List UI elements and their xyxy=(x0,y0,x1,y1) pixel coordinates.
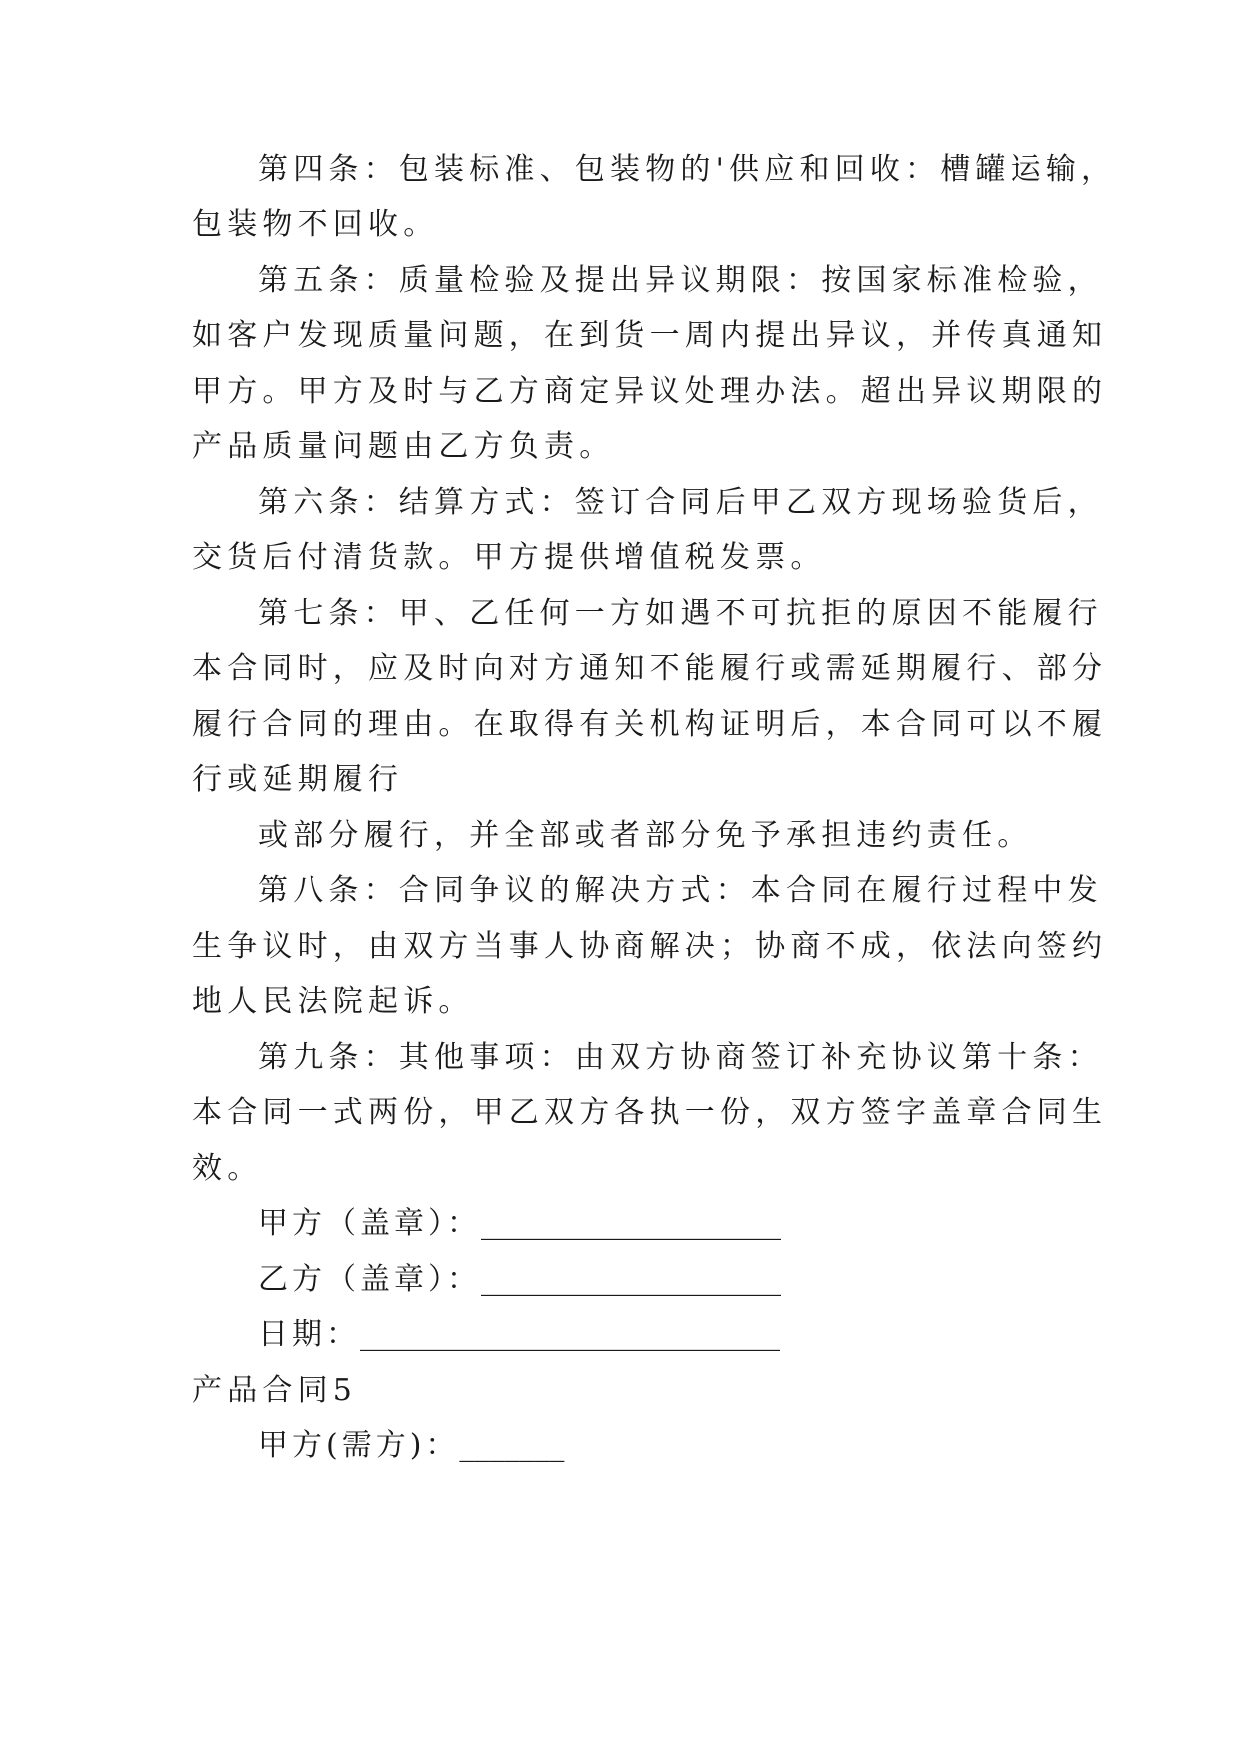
buyer-label: 甲方(需方)： xyxy=(258,1428,460,1463)
date-label: 日期： xyxy=(258,1317,360,1352)
clause-7-line-4: 行或延期履行 xyxy=(192,762,404,797)
section-heading: 产品合同5 xyxy=(192,1373,358,1408)
clause-6-line-2: 交货后付清货款。甲方提供增值税发票。 xyxy=(192,540,826,575)
clause-7-line-1: 第七条：甲、乙任何一方如遇不可抗拒的原因不能履行 xyxy=(258,596,1103,631)
party-a-signature xyxy=(258,1204,1138,1244)
clause-5-line-1: 第五条：质量检验及提出异议期限：按国家标准检验， xyxy=(258,263,1103,298)
clause-5-line-3: 甲方。甲方及时与乙方商定异议处理办法。超出异议期限的 xyxy=(192,374,1108,409)
clause-4-line-2: 包装物不回收。 xyxy=(192,207,439,242)
clause-8-line-1: 第八条：合同争议的解决方式：本合同在履行过程中发 xyxy=(258,873,1103,908)
party-b-label: 乙方（盖章）： xyxy=(258,1262,481,1297)
clause-7-line-3: 履行合同的理由。在取得有关机构证明后，本合同可以不履 xyxy=(192,707,1108,742)
clause-5-line-2: 如客户发现质量问题，在到货一周内提出异议，并传真通知 xyxy=(192,318,1108,353)
buyer-line xyxy=(258,1426,1138,1466)
clause-10-line-2: 效。 xyxy=(192,1151,263,1186)
clause-8-line-2: 生争议时，由双方当事人协商解决；协商不成，依法向签约 xyxy=(192,929,1108,964)
clause-8-line-3: 地人民法院起诉。 xyxy=(192,984,474,1019)
clause-9-line-1: 第九条：其他事项：由双方协商签订补充协议第十条： xyxy=(258,1040,1103,1075)
clause-4-line-1: 第四条：包装标准、包装物的'供应和回收：槽罐运输， xyxy=(258,152,1117,187)
clause-10-line-1: 本合同一式两份，甲乙双方各执一份，双方签字盖章合同生 xyxy=(192,1095,1108,1130)
party-a-label: 甲方（盖章）： xyxy=(258,1206,481,1241)
buyer-blank: _______ xyxy=(459,1428,565,1463)
date-blank: ____________________________ xyxy=(360,1317,780,1352)
date-line xyxy=(258,1315,1138,1355)
clause-6-line-1: 第六条：结算方式：签订合同后甲乙双方现场验货后， xyxy=(258,485,1103,520)
party-b-signature xyxy=(258,1260,1138,1300)
clause-7-line-5: 或部分履行，并全部或者部分免予承担违约责任。 xyxy=(258,818,1033,853)
clause-7-line-2: 本合同时，应及时向对方通知不能履行或需延期履行、部分 xyxy=(192,651,1108,686)
party-a-blank: ____________________ xyxy=(481,1206,781,1241)
party-b-blank: ____________________ xyxy=(481,1262,781,1297)
clause-5-line-4: 产品质量问题由乙方负责。 xyxy=(192,429,615,464)
